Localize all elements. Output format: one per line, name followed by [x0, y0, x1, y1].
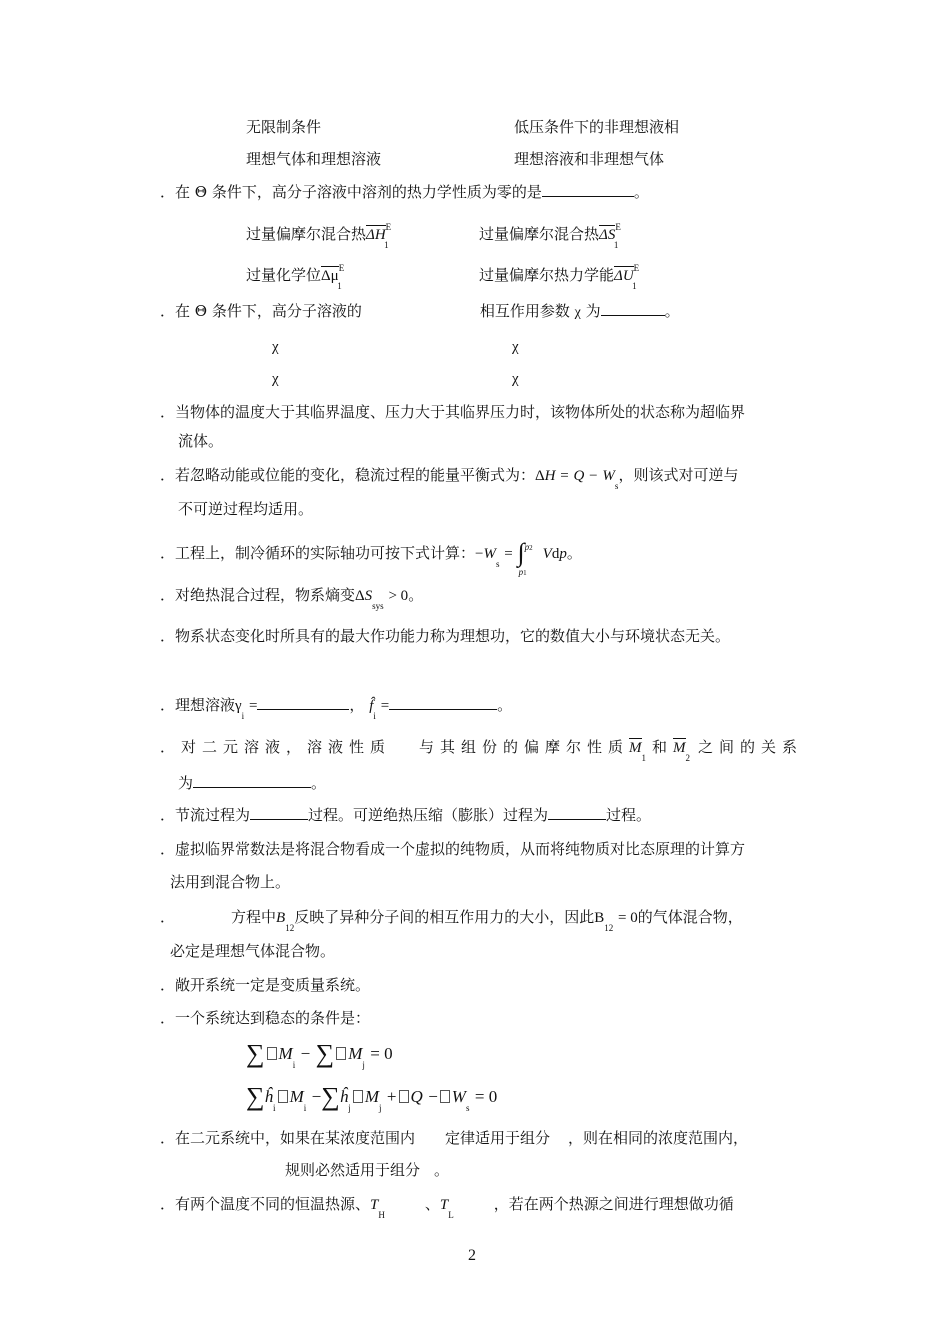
- answer-blank: [250, 805, 308, 820]
- option-text: χ: [512, 371, 519, 387]
- option-text: 过量偏摩尔混合热$\Delta H^E_1$: [246, 222, 392, 250]
- statement-line: ．在二元系统中，如果在某浓度范围内 定律适用于组分 ，则在相同的浓度范围内，: [160, 1129, 749, 1147]
- fill-line: ．理想溶液$\gamma_i$ = ， $f̂_i$ = 。: [160, 696, 513, 721]
- option-text: 低压条件下的非理想液相: [514, 118, 680, 136]
- statement-line: ．虚拟临界常数法是将混合物看成一个虚拟的纯物质，从而将纯物质对比态原理的计算方: [160, 840, 746, 858]
- statement-line: 必定是理想气体混合物。: [170, 942, 336, 960]
- answer-blank: [601, 301, 665, 316]
- statement-line: 不可逆过程均适用。: [178, 500, 314, 518]
- statement-line: 流体。: [178, 432, 224, 450]
- answer-blank: [389, 695, 497, 710]
- option-text: 过量偏摩尔混合热$\Delta S^E_1$: [479, 222, 621, 250]
- fill-line: 为 。: [178, 774, 327, 792]
- statement-line: ．若忽略动能或位能的变化，稳流过程的能量平衡式为：$\Delta H = Q - W_s$，则该式对可逆与: [160, 466, 739, 491]
- question-line: ．在 Θ 条件下，高分子溶液中溶剂的热力学性质为零的是 。: [160, 183, 649, 201]
- statement-line: ． 方程中$B_{12}$反映了异种分子间的相互作用力的大小，因此$B_{12} = 0$的气体混合物，: [160, 908, 743, 933]
- option-text: 过量偏摩尔热力学能$\Delta U^E_1$: [479, 263, 640, 291]
- page-number: 2: [468, 1247, 476, 1264]
- statement-line: ．当物体的温度大于其临界温度、压力大于其临界压力时，该物体所处的状态称为超临界: [160, 403, 746, 421]
- statement-line: ．对绝热混合过程，物系熵变$\Delta S_{sys} > 0$。: [160, 586, 424, 611]
- fill-line: ．节流过程为 过程。可逆绝热压缩（膨胀）过程为 过程。: [160, 806, 652, 824]
- option-text: 过量化学位$\Delta\mu^E_1$: [246, 263, 345, 291]
- option-text: χ: [272, 371, 279, 387]
- equation: $\sum ĥ_iM_i$ $-\sum ĥ_jM_j + Q - W_s = 0$: [246, 1082, 498, 1113]
- option-text: χ: [272, 339, 279, 355]
- answer-blank: [193, 773, 311, 788]
- option-text: χ: [512, 339, 519, 355]
- statement-line: ．工程上，制冷循环的实际轴功可按下式计算：$-W_s$ = ∫ p2 p1 Vdp。: [160, 538, 582, 577]
- fill-line: ．对二元溶液，溶液性质 与其组份的偏摩尔性质$M_1$和$M_2$之间的关系: [160, 738, 804, 763]
- option-text: 理想溶液和非理想气体: [514, 150, 665, 168]
- question-line: ．在 Θ 条件下，高分子溶液的 相互作用参数 χ 为 。: [160, 302, 680, 320]
- answer-blank: [542, 182, 634, 197]
- option-text: 无限制条件: [246, 118, 322, 136]
- equation: ∑ $M_i$ − ∑ $M_j = 0$: [246, 1039, 393, 1070]
- statement-line: ．一个系统达到稳态的条件是：: [160, 1009, 371, 1027]
- statement-line: ．敞开系统一定是变质量系统。: [160, 976, 371, 994]
- statement-line: ．物系状态变化时所具有的最大作功能力称为理想功，它的数值大小与环境状态无关。: [160, 627, 731, 645]
- option-text: 理想气体和理想溶液: [246, 150, 382, 168]
- answer-blank: [257, 695, 349, 710]
- statement-line: 法用到混合物上。: [170, 873, 291, 891]
- answer-blank: [548, 805, 606, 820]
- statement-line: ．有两个温度不同的恒温热源、$T_H$、$T_L$，若在两个热源之间进行理想做功循: [160, 1195, 734, 1220]
- statement-line: 规则必然适用于组分 。: [285, 1161, 450, 1179]
